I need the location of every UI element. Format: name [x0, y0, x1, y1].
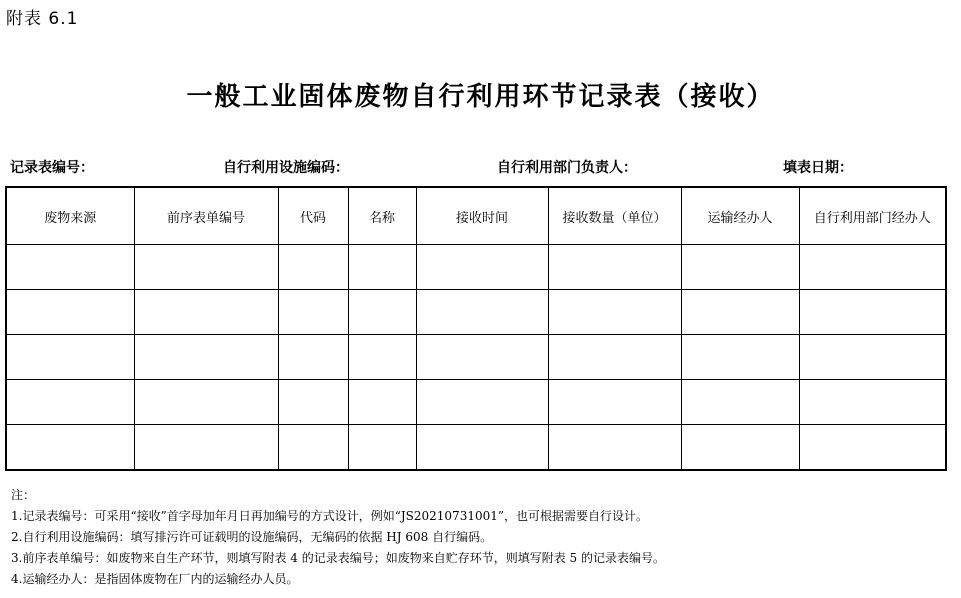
header-receive-time: 接收时间	[416, 187, 548, 245]
header-receive-quantity: 接收数量（单位）	[548, 187, 681, 245]
table-cell[interactable]	[278, 245, 348, 290]
table-cell[interactable]	[416, 380, 548, 425]
table-row	[6, 380, 946, 425]
table-cell[interactable]	[278, 425, 348, 471]
table-cell[interactable]	[134, 245, 278, 290]
table-cell[interactable]	[6, 335, 134, 380]
record-number-field: 记录表编号：	[10, 160, 94, 176]
table-cell[interactable]	[416, 245, 548, 290]
table-cell[interactable]	[681, 380, 799, 425]
header-name: 名称	[348, 187, 416, 245]
table-cell[interactable]	[548, 290, 681, 335]
table-cell[interactable]	[134, 380, 278, 425]
table-cell[interactable]	[799, 425, 946, 471]
table-cell[interactable]	[278, 290, 348, 335]
table-cell[interactable]	[799, 335, 946, 380]
table-cell[interactable]	[348, 290, 416, 335]
table-cell[interactable]	[134, 290, 278, 335]
table-cell[interactable]	[548, 245, 681, 290]
note-item-2: 2.自行利用设施编码：填写排污许可证载明的设施编码，无编码的依据 HJ 608 自行编码。	[11, 530, 493, 544]
table-row	[6, 335, 946, 380]
notes-section	[11, 485, 665, 590]
facility-code-field: 自行利用设施编码：	[223, 160, 349, 176]
document-title: 一般工业固体废物自行利用环节记录表（接收）	[186, 82, 775, 112]
note-item-1: 1.记录表编号：可采用“接收”首字母加年月日再加编号的方式设计，例如“JS20210731001”，也可根据需要自行设计。	[11, 509, 649, 523]
note-item-4: 4.运输经办人：是指固体废物在厂内的运输经办人员。	[11, 572, 299, 586]
department-head-field: 自行利用部门负责人：	[497, 160, 637, 176]
table-cell[interactable]	[416, 335, 548, 380]
header-previous-form-number: 前序表单编号	[134, 187, 278, 245]
table-row	[6, 245, 946, 290]
record-table	[5, 186, 947, 471]
attachment-label: 附表 6.1	[6, 9, 79, 29]
table-cell[interactable]	[799, 380, 946, 425]
header-code: 代码	[278, 187, 348, 245]
table-cell[interactable]	[6, 425, 134, 471]
table-cell[interactable]	[348, 245, 416, 290]
table-body	[6, 245, 946, 471]
table-cell[interactable]	[681, 425, 799, 471]
table-cell[interactable]	[681, 335, 799, 380]
table-header-row	[6, 187, 946, 245]
table-cell[interactable]	[348, 335, 416, 380]
table-cell[interactable]	[6, 245, 134, 290]
header-department-handler: 自行利用部门经办人	[799, 187, 946, 245]
table-cell[interactable]	[6, 290, 134, 335]
table-cell[interactable]	[681, 290, 799, 335]
table-cell[interactable]	[416, 425, 548, 471]
table-cell[interactable]	[799, 245, 946, 290]
table-cell[interactable]	[548, 380, 681, 425]
table-cell[interactable]	[548, 425, 681, 471]
table-cell[interactable]	[416, 290, 548, 335]
header-transport-handler: 运输经办人	[681, 187, 799, 245]
notes-heading: 注：	[11, 488, 36, 502]
table-cell[interactable]	[681, 245, 799, 290]
table-cell[interactable]	[348, 380, 416, 425]
table-cell[interactable]	[278, 335, 348, 380]
table-cell[interactable]	[134, 335, 278, 380]
table-cell[interactable]	[6, 380, 134, 425]
header-waste-source: 废物来源	[6, 187, 134, 245]
note-item-3: 3.前序表单编号：如废物来自生产环节，则填写附表 4 的记录表编号；如废物来自贮存环节，则填写附表 5 的记录表编号。	[11, 551, 665, 565]
fill-date-field: 填表日期：	[783, 160, 853, 176]
table-cell[interactable]	[134, 425, 278, 471]
table-cell[interactable]	[348, 425, 416, 471]
table-row	[6, 290, 946, 335]
table-cell[interactable]	[799, 290, 946, 335]
table-cell[interactable]	[278, 380, 348, 425]
table-cell[interactable]	[548, 335, 681, 380]
table-row	[6, 425, 946, 471]
